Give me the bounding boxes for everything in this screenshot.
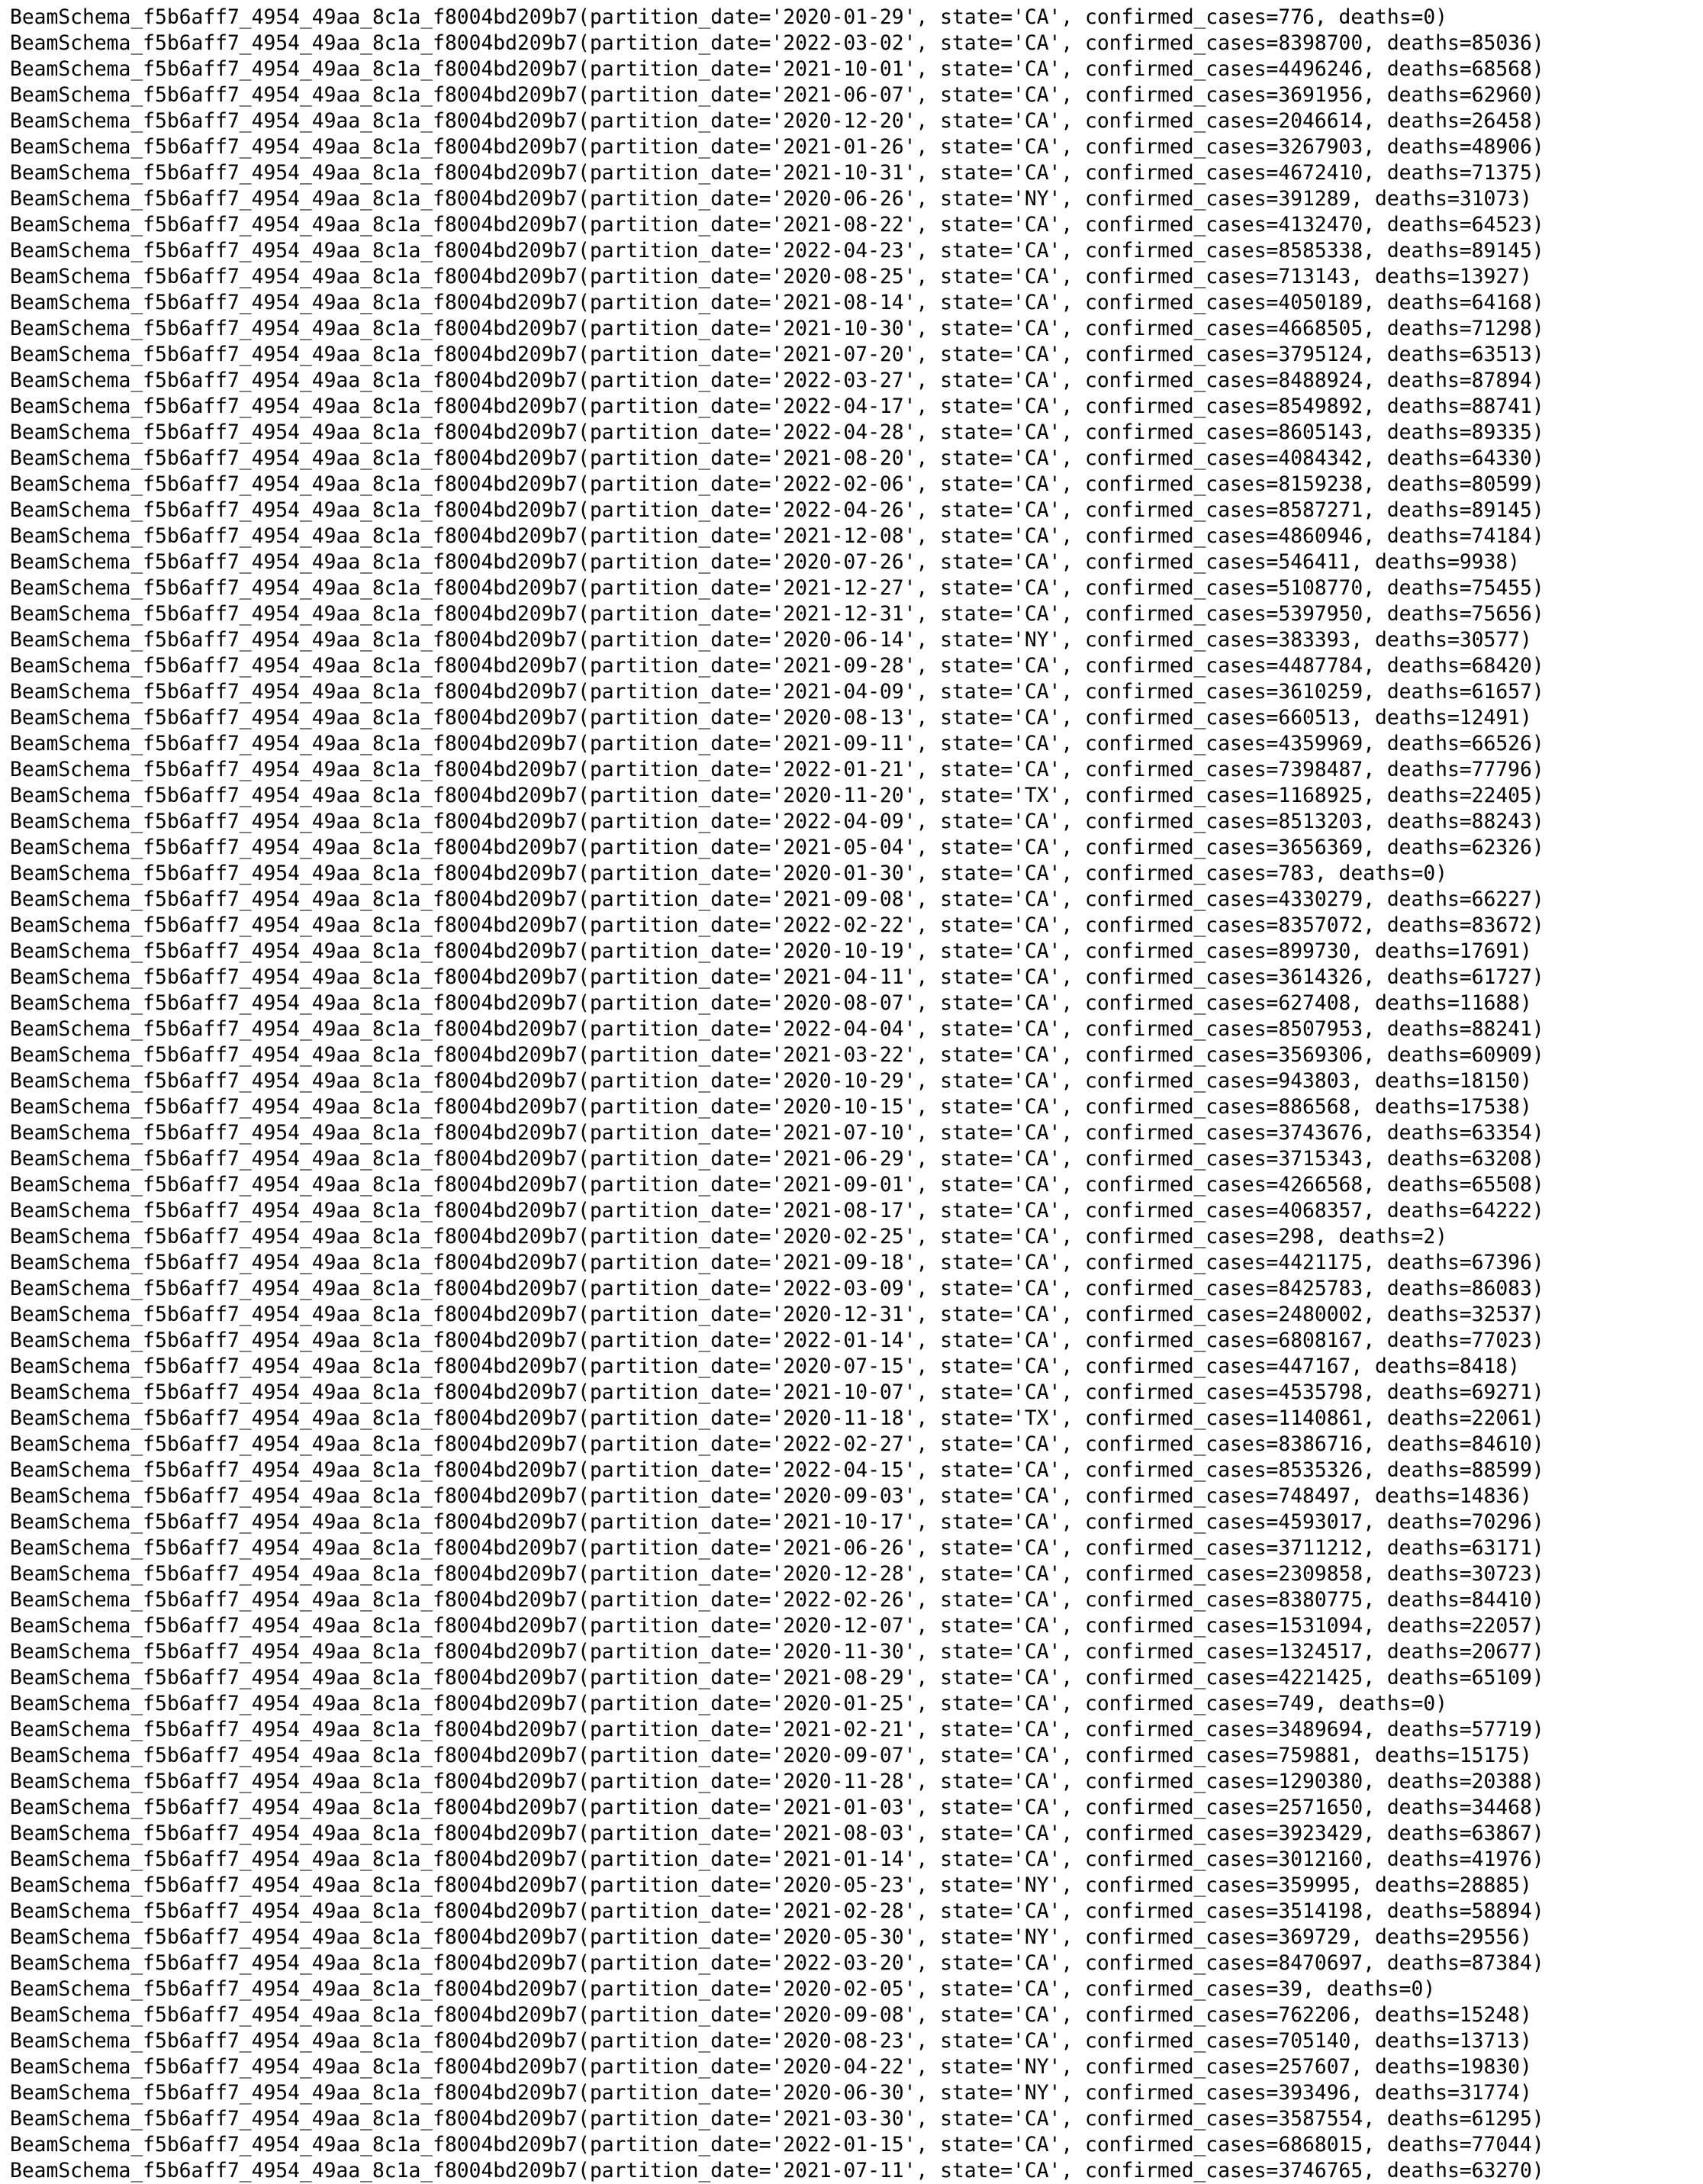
output-line: BeamSchema_f5b6aff7_4954_49aa_8c1a_f8004bd209b7(partition_date='2020-05-23', state='NY', confirmed_cases=359995, deaths=28885): [10, 1874, 1532, 1897]
output-line: BeamSchema_f5b6aff7_4954_49aa_8c1a_f8004bd209b7(partition_date='2021-04-11', state='CA', confirmed_cases=3614326, deaths=61727): [10, 966, 1544, 989]
output-line: BeamSchema_f5b6aff7_4954_49aa_8c1a_f8004bd209b7(partition_date='2021-03-30', state='CA', confirmed_cases=3587554, deaths=61295): [10, 2108, 1544, 2131]
output-line: BeamSchema_f5b6aff7_4954_49aa_8c1a_f8004bd209b7(partition_date='2022-01-15', state='CA', confirmed_cases=6868015, deaths=77044): [10, 2134, 1544, 2157]
output-line: BeamSchema_f5b6aff7_4954_49aa_8c1a_f8004bd209b7(partition_date='2021-08-22', state='CA', confirmed_cases=4132470, deaths=64523): [10, 214, 1544, 237]
output-line: BeamSchema_f5b6aff7_4954_49aa_8c1a_f8004bd209b7(partition_date='2020-02-25', state='CA', confirmed_cases=298, deaths=2): [10, 1226, 1448, 1248]
output-line: BeamSchema_f5b6aff7_4954_49aa_8c1a_f8004bd209b7(partition_date='2022-04-23', state='CA', confirmed_cases=8585338, deaths=89145): [10, 240, 1544, 263]
output-line: BeamSchema_f5b6aff7_4954_49aa_8c1a_f8004bd209b7(partition_date='2021-02-21', state='CA', confirmed_cases=3489694, deaths=57719): [10, 1719, 1544, 1741]
output-line: BeamSchema_f5b6aff7_4954_49aa_8c1a_f8004bd209b7(partition_date='2020-12-28', state='CA', confirmed_cases=2309858, deaths=30723): [10, 1563, 1544, 1586]
output-line: BeamSchema_f5b6aff7_4954_49aa_8c1a_f8004bd209b7(partition_date='2020-08-25', state='CA', confirmed_cases=713143, deaths=13927): [10, 266, 1532, 288]
output-line: BeamSchema_f5b6aff7_4954_49aa_8c1a_f8004bd209b7(partition_date='2020-06-30', state='NY', confirmed_cases=393496, deaths=31774): [10, 2082, 1532, 2105]
output-line: BeamSchema_f5b6aff7_4954_49aa_8c1a_f8004bd209b7(partition_date='2021-07-11', state='CA', confirmed_cases=3746765, deaths=63270): [10, 2160, 1544, 2182]
output-line: BeamSchema_f5b6aff7_4954_49aa_8c1a_f8004bd209b7(partition_date='2020-09-03', state='CA', confirmed_cases=748497, deaths=14836): [10, 1485, 1532, 1508]
output-line: BeamSchema_f5b6aff7_4954_49aa_8c1a_f8004bd209b7(partition_date='2020-11-18', state='TX', confirmed_cases=1140861, deaths=22061): [10, 1407, 1544, 1430]
output-line: BeamSchema_f5b6aff7_4954_49aa_8c1a_f8004bd209b7(partition_date='2022-02-22', state='CA', confirmed_cases=8357072, deaths=83672): [10, 914, 1544, 937]
output-line: BeamSchema_f5b6aff7_4954_49aa_8c1a_f8004bd209b7(partition_date='2021-12-31', state='CA', confirmed_cases=5397950, deaths=75656): [10, 603, 1544, 626]
output-line: BeamSchema_f5b6aff7_4954_49aa_8c1a_f8004bd209b7(partition_date='2020-01-30', state='CA', confirmed_cases=783, deaths=0): [10, 862, 1448, 885]
output-line: BeamSchema_f5b6aff7_4954_49aa_8c1a_f8004bd209b7(partition_date='2022-01-14', state='CA', confirmed_cases=6808167, deaths=77023): [10, 1329, 1544, 1352]
output-line: BeamSchema_f5b6aff7_4954_49aa_8c1a_f8004bd209b7(partition_date='2021-08-03', state='CA', confirmed_cases=3923429, deaths=63867): [10, 1822, 1544, 1845]
output-line: BeamSchema_f5b6aff7_4954_49aa_8c1a_f8004bd209b7(partition_date='2021-07-20', state='CA', confirmed_cases=3795124, deaths=63513): [10, 343, 1544, 366]
output-line: BeamSchema_f5b6aff7_4954_49aa_8c1a_f8004bd209b7(partition_date='2020-12-07', state='CA', confirmed_cases=1531094, deaths=22057): [10, 1615, 1544, 1638]
output-line: BeamSchema_f5b6aff7_4954_49aa_8c1a_f8004bd209b7(partition_date='2021-06-07', state='CA', confirmed_cases=3691956, deaths=62960): [10, 84, 1544, 107]
output-line: BeamSchema_f5b6aff7_4954_49aa_8c1a_f8004bd209b7(partition_date='2020-09-07', state='CA', confirmed_cases=759881, deaths=15175): [10, 1744, 1532, 1767]
output-line: BeamSchema_f5b6aff7_4954_49aa_8c1a_f8004bd209b7(partition_date='2021-10-30', state='CA', confirmed_cases=4668505, deaths=71298): [10, 317, 1544, 340]
output-line: BeamSchema_f5b6aff7_4954_49aa_8c1a_f8004bd209b7(partition_date='2022-02-27', state='CA', confirmed_cases=8386716, deaths=84610): [10, 1433, 1544, 1456]
output-line: BeamSchema_f5b6aff7_4954_49aa_8c1a_f8004bd209b7(partition_date='2022-04-04', state='CA', confirmed_cases=8507953, deaths=88241): [10, 1018, 1544, 1041]
output-line: BeamSchema_f5b6aff7_4954_49aa_8c1a_f8004bd209b7(partition_date='2022-03-20', state='CA', confirmed_cases=8470697, deaths=87384): [10, 1952, 1544, 1975]
output-line: BeamSchema_f5b6aff7_4954_49aa_8c1a_f8004bd209b7(partition_date='2022-04-28', state='CA', confirmed_cases=8605143, deaths=89335): [10, 421, 1544, 444]
output-line: BeamSchema_f5b6aff7_4954_49aa_8c1a_f8004bd209b7(partition_date='2021-09-01', state='CA', confirmed_cases=4266568, deaths=65508): [10, 1174, 1544, 1197]
output-line: BeamSchema_f5b6aff7_4954_49aa_8c1a_f8004bd209b7(partition_date='2021-06-29', state='CA', confirmed_cases=3715343, deaths=63208): [10, 1148, 1544, 1171]
output-line: BeamSchema_f5b6aff7_4954_49aa_8c1a_f8004bd209b7(partition_date='2020-12-20', state='CA', confirmed_cases=2046614, deaths=26458): [10, 110, 1544, 133]
output-line: BeamSchema_f5b6aff7_4954_49aa_8c1a_f8004bd209b7(partition_date='2021-01-26', state='CA', confirmed_cases=3267903, deaths=48906): [10, 136, 1544, 159]
output-line: BeamSchema_f5b6aff7_4954_49aa_8c1a_f8004bd209b7(partition_date='2021-02-28', state='CA', confirmed_cases=3514198, deaths=58894): [10, 1900, 1544, 1923]
output-line: BeamSchema_f5b6aff7_4954_49aa_8c1a_f8004bd209b7(partition_date='2022-03-09', state='CA', confirmed_cases=8425783, deaths=86083): [10, 1277, 1544, 1300]
output-line: BeamSchema_f5b6aff7_4954_49aa_8c1a_f8004bd209b7(partition_date='2020-11-30', state='CA', confirmed_cases=1324517, deaths=20677): [10, 1641, 1544, 1664]
output-line: BeamSchema_f5b6aff7_4954_49aa_8c1a_f8004bd209b7(partition_date='2022-04-15', state='CA', confirmed_cases=8535326, deaths=88599): [10, 1459, 1544, 1482]
output-line: BeamSchema_f5b6aff7_4954_49aa_8c1a_f8004bd209b7(partition_date='2020-12-31', state='CA', confirmed_cases=2480002, deaths=32537): [10, 1303, 1544, 1326]
output-line: BeamSchema_f5b6aff7_4954_49aa_8c1a_f8004bd209b7(partition_date='2020-02-05', state='CA', confirmed_cases=39, deaths=0): [10, 1978, 1436, 2001]
output-line: BeamSchema_f5b6aff7_4954_49aa_8c1a_f8004bd209b7(partition_date='2021-01-03', state='CA', confirmed_cases=2571650, deaths=34468): [10, 1796, 1544, 1819]
output-line: BeamSchema_f5b6aff7_4954_49aa_8c1a_f8004bd209b7(partition_date='2020-04-22', state='NY', confirmed_cases=257607, deaths=19830): [10, 2056, 1532, 2079]
output-line: BeamSchema_f5b6aff7_4954_49aa_8c1a_f8004bd209b7(partition_date='2021-09-11', state='CA', confirmed_cases=4359969, deaths=66526): [10, 733, 1544, 755]
output-line: BeamSchema_f5b6aff7_4954_49aa_8c1a_f8004bd209b7(partition_date='2020-07-26', state='CA', confirmed_cases=546411, deaths=9938): [10, 551, 1521, 574]
output-line: BeamSchema_f5b6aff7_4954_49aa_8c1a_f8004bd209b7(partition_date='2021-05-04', state='CA', confirmed_cases=3656369, deaths=62326): [10, 836, 1544, 859]
output-line: BeamSchema_f5b6aff7_4954_49aa_8c1a_f8004bd209b7(partition_date='2021-08-20', state='CA', confirmed_cases=4084342, deaths=64330): [10, 447, 1544, 470]
output-line: BeamSchema_f5b6aff7_4954_49aa_8c1a_f8004bd209b7(partition_date='2020-11-28', state='CA', confirmed_cases=1290380, deaths=20388): [10, 1770, 1544, 1793]
output-line: BeamSchema_f5b6aff7_4954_49aa_8c1a_f8004bd209b7(partition_date='2022-02-26', state='CA', confirmed_cases=8380775, deaths=84410): [10, 1589, 1544, 1612]
output-line: BeamSchema_f5b6aff7_4954_49aa_8c1a_f8004bd209b7(partition_date='2022-02-06', state='CA', confirmed_cases=8159238, deaths=80599): [10, 473, 1544, 496]
output-line: BeamSchema_f5b6aff7_4954_49aa_8c1a_f8004bd209b7(partition_date='2020-08-07', state='CA', confirmed_cases=627408, deaths=11688): [10, 992, 1532, 1015]
output-line: BeamSchema_f5b6aff7_4954_49aa_8c1a_f8004bd209b7(partition_date='2020-08-13', state='CA', confirmed_cases=660513, deaths=12491): [10, 707, 1532, 730]
output-line: BeamSchema_f5b6aff7_4954_49aa_8c1a_f8004bd209b7(partition_date='2021-08-17', state='CA', confirmed_cases=4068357, deaths=64222): [10, 1200, 1544, 1222]
output-line: BeamSchema_f5b6aff7_4954_49aa_8c1a_f8004bd209b7(partition_date='2021-06-26', state='CA', confirmed_cases=3711212, deaths=63171): [10, 1537, 1544, 1560]
output-line: BeamSchema_f5b6aff7_4954_49aa_8c1a_f8004bd209b7(partition_date='2020-07-15', state='CA', confirmed_cases=447167, deaths=8418): [10, 1355, 1521, 1378]
output-line: BeamSchema_f5b6aff7_4954_49aa_8c1a_f8004bd209b7(partition_date='2020-08-23', state='CA', confirmed_cases=705140, deaths=13713): [10, 2030, 1532, 2053]
output-line: BeamSchema_f5b6aff7_4954_49aa_8c1a_f8004bd209b7(partition_date='2021-09-28', state='CA', confirmed_cases=4487784, deaths=68420): [10, 655, 1544, 678]
output-line: BeamSchema_f5b6aff7_4954_49aa_8c1a_f8004bd209b7(partition_date='2021-10-07', state='CA', confirmed_cases=4535798, deaths=69271): [10, 1381, 1544, 1404]
output-line: BeamSchema_f5b6aff7_4954_49aa_8c1a_f8004bd209b7(partition_date='2020-06-26', state='NY', confirmed_cases=391289, deaths=31073): [10, 188, 1532, 211]
output-line: BeamSchema_f5b6aff7_4954_49aa_8c1a_f8004bd209b7(partition_date='2022-03-27', state='CA', confirmed_cases=8488924, deaths=87894): [10, 369, 1544, 392]
output-line: BeamSchema_f5b6aff7_4954_49aa_8c1a_f8004bd209b7(partition_date='2021-12-27', state='CA', confirmed_cases=5108770, deaths=75455): [10, 577, 1544, 600]
output-line: BeamSchema_f5b6aff7_4954_49aa_8c1a_f8004bd209b7(partition_date='2021-09-18', state='CA', confirmed_cases=4421175, deaths=67396): [10, 1251, 1544, 1274]
output-line: BeamSchema_f5b6aff7_4954_49aa_8c1a_f8004bd209b7(partition_date='2020-01-25', state='CA', confirmed_cases=749, deaths=0): [10, 1693, 1448, 1715]
output-line: BeamSchema_f5b6aff7_4954_49aa_8c1a_f8004bd209b7(partition_date='2020-06-14', state='NY', confirmed_cases=383393, deaths=30577): [10, 629, 1532, 652]
output-line: BeamSchema_f5b6aff7_4954_49aa_8c1a_f8004bd209b7(partition_date='2022-01-21', state='CA', confirmed_cases=7398487, deaths=77796): [10, 759, 1544, 781]
output-line: BeamSchema_f5b6aff7_4954_49aa_8c1a_f8004bd209b7(partition_date='2021-01-14', state='CA', confirmed_cases=3012160, deaths=41976): [10, 1848, 1544, 1871]
output-line: BeamSchema_f5b6aff7_4954_49aa_8c1a_f8004bd209b7(partition_date='2021-03-22', state='CA', confirmed_cases=3569306, deaths=60909): [10, 1044, 1544, 1067]
output-line: BeamSchema_f5b6aff7_4954_49aa_8c1a_f8004bd209b7(partition_date='2020-01-29', state='CA', confirmed_cases=776, deaths=0): [10, 6, 1448, 29]
output-line: BeamSchema_f5b6aff7_4954_49aa_8c1a_f8004bd209b7(partition_date='2022-04-09', state='CA', confirmed_cases=8513203, deaths=88243): [10, 810, 1544, 833]
output-line: BeamSchema_f5b6aff7_4954_49aa_8c1a_f8004bd209b7(partition_date='2020-09-08', state='CA', confirmed_cases=762206, deaths=15248): [10, 2004, 1532, 2027]
output-line: BeamSchema_f5b6aff7_4954_49aa_8c1a_f8004bd209b7(partition_date='2020-10-29', state='CA', confirmed_cases=943803, deaths=18150): [10, 1070, 1532, 1093]
output-line: BeamSchema_f5b6aff7_4954_49aa_8c1a_f8004bd209b7(partition_date='2020-11-20', state='TX', confirmed_cases=1168925, deaths=22405): [10, 784, 1544, 807]
output-line: BeamSchema_f5b6aff7_4954_49aa_8c1a_f8004bd209b7(partition_date='2021-10-31', state='CA', confirmed_cases=4672410, deaths=71375): [10, 162, 1544, 185]
output-line: BeamSchema_f5b6aff7_4954_49aa_8c1a_f8004bd209b7(partition_date='2021-08-14', state='CA', confirmed_cases=4050189, deaths=64168): [10, 292, 1544, 314]
output-line: BeamSchema_f5b6aff7_4954_49aa_8c1a_f8004bd209b7(partition_date='2021-07-10', state='CA', confirmed_cases=3743676, deaths=63354): [10, 1122, 1544, 1145]
output-line: BeamSchema_f5b6aff7_4954_49aa_8c1a_f8004bd209b7(partition_date='2021-09-08', state='CA', confirmed_cases=4330279, deaths=66227): [10, 888, 1544, 911]
output-line: BeamSchema_f5b6aff7_4954_49aa_8c1a_f8004bd209b7(partition_date='2021-10-17', state='CA', confirmed_cases=4593017, deaths=70296): [10, 1511, 1544, 1534]
output-line: BeamSchema_f5b6aff7_4954_49aa_8c1a_f8004bd209b7(partition_date='2021-12-08', state='CA', confirmed_cases=4860946, deaths=74184): [10, 525, 1544, 548]
output-line: BeamSchema_f5b6aff7_4954_49aa_8c1a_f8004bd209b7(partition_date='2020-10-19', state='CA', confirmed_cases=899730, deaths=17691): [10, 940, 1532, 963]
output-line: BeamSchema_f5b6aff7_4954_49aa_8c1a_f8004bd209b7(partition_date='2022-03-02', state='CA', confirmed_cases=8398700, deaths=85036): [10, 32, 1544, 55]
output-line: BeamSchema_f5b6aff7_4954_49aa_8c1a_f8004bd209b7(partition_date='2022-04-17', state='CA', confirmed_cases=8549892, deaths=88741): [10, 395, 1544, 418]
output-line: BeamSchema_f5b6aff7_4954_49aa_8c1a_f8004bd209b7(partition_date='2021-10-01', state='CA', confirmed_cases=4496246, deaths=68568): [10, 58, 1544, 81]
output-line: BeamSchema_f5b6aff7_4954_49aa_8c1a_f8004bd209b7(partition_date='2021-04-09', state='CA', confirmed_cases=3610259, deaths=61657): [10, 681, 1544, 704]
output-line: BeamSchema_f5b6aff7_4954_49aa_8c1a_f8004bd209b7(partition_date='2021-08-29', state='CA', confirmed_cases=4221425, deaths=65109): [10, 1667, 1544, 1690]
output-line: BeamSchema_f5b6aff7_4954_49aa_8c1a_f8004bd209b7(partition_date='2022-04-26', state='CA', confirmed_cases=8587271, deaths=89145): [10, 499, 1544, 522]
output-line: BeamSchema_f5b6aff7_4954_49aa_8c1a_f8004bd209b7(partition_date='2020-05-30', state='NY', confirmed_cases=369729, deaths=29556): [10, 1926, 1532, 1949]
output-line: BeamSchema_f5b6aff7_4954_49aa_8c1a_f8004bd209b7(partition_date='2020-10-15', state='CA', confirmed_cases=886568, deaths=17538): [10, 1096, 1532, 1119]
